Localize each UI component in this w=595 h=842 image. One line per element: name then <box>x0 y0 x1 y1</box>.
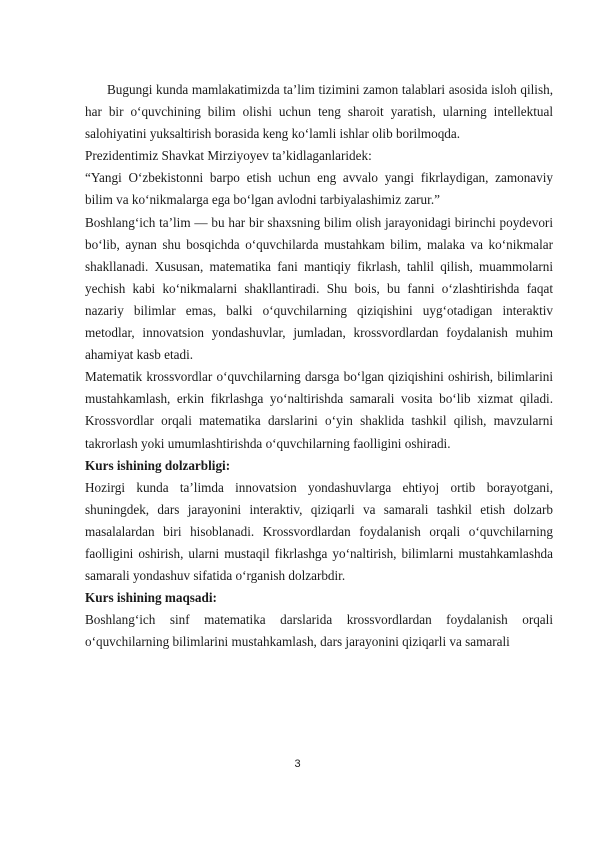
paragraph-quote: “Yangi O‘zbekistonni barpo etish uchun eng avvalo yangi fikrlaydigan, zamonaviy bilim va ko‘nikmalarga ega bo‘lgan avlodni tarbiyalashimiz zarur.” <box>85 170 553 208</box>
page-content <box>85 79 553 653</box>
heading-relevance: Kurs ishining dolzarbligi: <box>85 457 231 473</box>
paragraph-crosswords: Matematik krossvordlar o‘quvchilarning darsga bo‘lgan qiziqishini oshirish, bilimlarini mustahkamlash, erkin fikrlashga yo‘naltirishda samarali vosita bo‘lib xizmat qiladi. Krossvordlar orqali matematika darslarini o‘yin shaklida tashkil qilish, mavzularni takrorlash yoki umumlashtirishda o‘quvchilarning faolligini oshiradi. <box>85 369 553 451</box>
paragraph-goal: Boshlang‘ich sinf matematika darslarida krossvordlardan foydalanish orqali o‘quvchilarning bilimlarini mustahkamlash, dars jarayonini qiziqarli va samarali <box>85 612 553 650</box>
page-number: 3 <box>294 758 301 770</box>
paragraph-primary-education: Boshlang‘ich ta’lim — bu har bir shaxsning bilim olish jarayonidagi birinchi poydevori bo‘lib, aynan shu bosqichda o‘quvchilarda mustahkam bilim, malaka va ko‘nikmalar shakllanadi. Xususan, matematika fani mantiqiy fikrlash, tahlil qilish, muammolarni yechish kabi ko‘nikmalarni shakllantiradi. Shu bois, bu fanni o‘zlashtirishda faqat nazariy bilimlar emas, balki o‘quvchilarning qiziqishini uyg‘otadigan interaktiv metodlar, innovatsion yondashuvlar, jumladan, krossvordlardan foydalanish muhim ahamiyat kasb etadi. <box>85 214 553 363</box>
heading-goal: Kurs ishining maqsadi: <box>85 590 217 606</box>
paragraph-president: Prezidentimiz Shavkat Mirziyoyev ta’kidlaganlaridek: <box>85 148 372 164</box>
paragraph-relevance: Hozirgi kunda ta’limda innovatsion yondashuvlarga ehtiyoj ortib borayotgani, shuningdek, dars jarayonini interaktiv, qiziqarli va samarali tashkil etish dolzarb masalalardan biri hisoblanadi. Krossvordlardan foydalanish orqali o‘quvchilarning faolligini oshirish, ularni mustaqil fikrlashga yo‘naltirish, bilimlarni mustahkamlashda samarali yondashuv sifatida o‘rganish dolzarbdir. <box>85 479 553 584</box>
paragraph-intro: Bugungi kunda mamlakatimizda ta’lim tizimini zamon talablari asosida isloh qilish, har bir o‘quvchining bilim olishi uchun teng sharoit yaratish, ularning intellektual salohiyatini yuksaltirish borasida keng ko‘lamli ishlar olib borilmoqda. <box>85 82 553 142</box>
